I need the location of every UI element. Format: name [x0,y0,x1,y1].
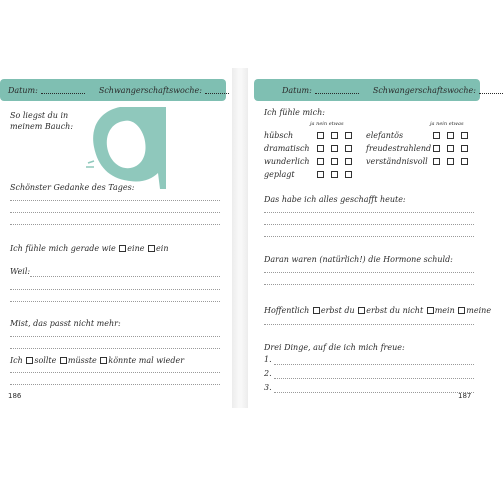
feeling-row [264,143,353,154]
checkbox-etwas[interactable] [345,145,352,152]
checkbox-erbst-du[interactable] [313,307,320,314]
datum-label: Datum [282,85,310,95]
checkbox-nein[interactable] [447,158,454,165]
option-erbst-du-nicht: erbst du nicht [366,306,424,315]
list-number: 2. [264,369,272,378]
checkbox-ja[interactable] [433,158,440,165]
scale-labels-left: ja nein etwas [310,121,344,127]
writing-line [274,378,474,379]
fuehle-prompt [10,244,168,254]
feeling-word: geplagt [264,169,295,179]
woche-field: Schwangerschaftswoche : [373,86,503,95]
checkbox-nein[interactable] [331,145,338,152]
left-page [0,68,232,408]
checkbox-etwas[interactable] [461,145,468,152]
ich-prompt [10,356,184,366]
checkbox-ja[interactable] [433,132,440,139]
bauch-prompt-1: So liegst du in [10,111,69,120]
page-number-right: 187 [458,392,472,400]
datum-field: Datum : [8,86,85,95]
hoffentlich-prompt [264,306,491,316]
fuehle-heading: Ich fühle mich: [264,108,325,117]
checkbox-koennte[interactable] [100,357,107,364]
writing-line [264,324,474,325]
feeling-row [264,130,353,141]
writing-line [10,200,220,201]
option-mein: mein [434,306,455,315]
writing-line [264,236,474,237]
hoffentlich-text: Hoffentlich [264,306,310,315]
checkbox-nein[interactable] [447,145,454,152]
checkbox-ja[interactable] [317,145,324,152]
datum-field: Datum : [282,86,359,95]
writing-line [274,364,474,365]
writing-line [264,272,474,273]
feeling-row [366,143,469,154]
feeling-word: dramatisch [264,143,310,153]
writing-line [264,224,474,225]
checkbox-ja[interactable] [317,158,324,165]
checkbox-ja[interactable] [317,171,324,178]
writing-line [10,384,220,385]
checkbox-nein[interactable] [331,171,338,178]
checkbox-ja[interactable] [317,132,324,139]
writing-line [264,212,474,213]
mist-prompt: Mist, das passt nicht mehr: [10,319,121,328]
feeling-word: verständnisvoll [366,156,428,166]
list-number: 1. [264,355,272,364]
checkbox-etwas[interactable] [461,158,468,165]
bauch-prompt-2: meinem Bauch: [10,122,74,131]
page-number-left: 186 [8,392,22,400]
feeling-word: freudestrahlend [366,143,432,153]
datum-label: Datum [8,85,36,95]
right-page [248,68,492,408]
writing-line [10,372,220,373]
option-ein: ein [156,244,169,253]
feeling-word: hübsch [264,130,294,140]
gedanke-prompt: Schönster Gedanke des Tages: [10,183,135,192]
weil-text: Weil [10,267,28,276]
woche-label: Schwangerschaftswoche [372,85,474,95]
freue-prompt: Drei Dinge, auf die ich mich freue: [264,343,405,352]
feeling-row [264,156,353,167]
checkbox-ein[interactable] [148,245,155,252]
woche-field: Schwangerschaftswoche : [99,86,229,95]
writing-line [10,224,220,225]
feeling-word: elefantös [366,130,404,140]
checkbox-etwas[interactable] [345,132,352,139]
weil-prompt: Weil: [10,267,31,276]
checkbox-etwas[interactable] [345,171,352,178]
hormone-prompt: Daran waren (natürlich!) die Hormone schuld: [264,255,453,264]
scale-labels-right: ja nein etwas [430,121,464,127]
option-sollte: sollte [34,356,57,365]
writing-line [10,348,220,349]
ich-text: Ich [10,356,23,365]
writing-line [30,276,220,277]
checkbox-eine[interactable] [119,245,126,252]
feeling-row [366,156,469,167]
option-muesste: müsste [67,356,97,365]
left-header-bar [0,79,226,101]
checkbox-etwas[interactable] [461,132,468,139]
checkbox-ja[interactable] [433,145,440,152]
checkbox-etwas[interactable] [345,158,352,165]
feeling-row [264,169,353,180]
geschafft-prompt: Das habe ich alles geschafft heute: [264,195,406,204]
checkbox-erbst-du-nicht[interactable] [358,307,365,314]
option-erbst-du: erbst du [320,306,355,315]
book-gutter [232,68,248,408]
option-koennte: könnte mal wieder [108,356,185,365]
writing-line [264,284,474,285]
writing-line [10,289,220,290]
list-number: 3. [264,383,272,392]
feeling-word: wunderlich [264,156,310,166]
option-meine: meine [466,306,492,315]
right-header-bar [254,79,480,101]
checkbox-muesste[interactable] [60,357,67,364]
writing-line [10,336,220,337]
writing-line [10,301,220,302]
feeling-row [366,130,469,141]
option-eine: eine [127,244,145,253]
checkbox-nein[interactable] [447,132,454,139]
checkbox-meine[interactable] [458,307,465,314]
checkbox-sollte[interactable] [26,357,33,364]
writing-line [274,392,474,393]
checkbox-nein[interactable] [331,158,338,165]
pregnant-belly-illustration [80,107,166,189]
woche-label: Schwangerschaftswoche [98,85,200,95]
fuehle-text: Ich fühle mich gerade wie [10,244,116,253]
writing-line [10,212,220,213]
checkbox-mein[interactable] [427,307,434,314]
checkbox-nein[interactable] [331,132,338,139]
